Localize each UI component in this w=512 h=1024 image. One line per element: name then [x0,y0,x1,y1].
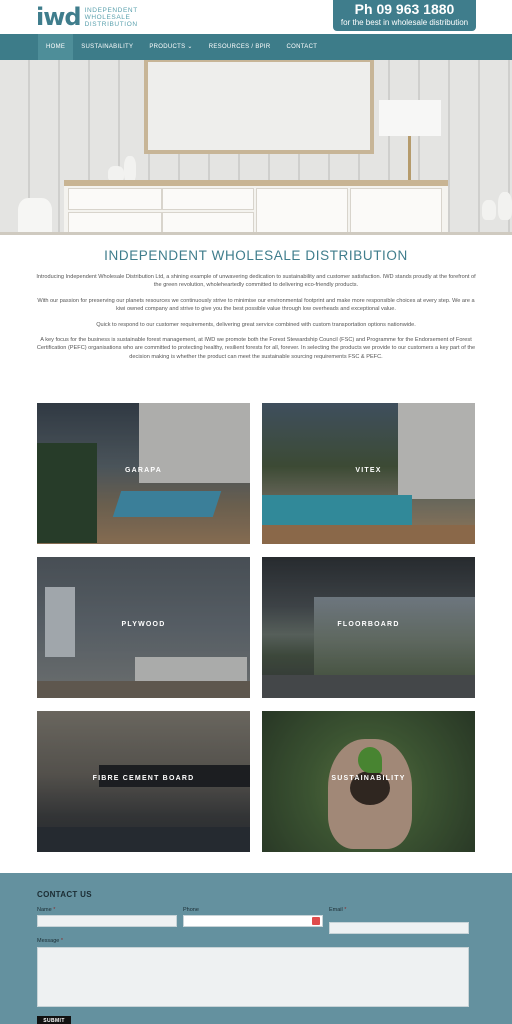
product-tile-garapa[interactable] [37,403,250,544]
intro-paragraph: A key focus for the business is sustainable forest management, at IWD we promote both the Forest Stewardship Council (FSC) and Programme for the Endorsement of Forest Certification (PEFC) organisations who are committed to protecting healthy, resilient forests for all, forever. In selecting the products we provide to our customers a key part of the decision making is whether the product can meet the sustainable sourcing requirements FSC & PEFC. [36,337,476,360]
name-label [37,907,55,913]
phone-number: Ph 09 963 1880 [354,1,455,17]
logo-text: INDEPENDENT WHOLESALE DISTRIBUTION [84,6,138,28]
main-nav [0,34,512,60]
product-tile-label: VITEX [355,467,382,474]
header [0,0,512,34]
name-label-text: Name [37,907,52,913]
hero-drawer [68,212,162,234]
nav-item-products-label: PRODUCTS [149,44,186,50]
hero-lamp-shade [379,100,441,136]
required-mark: * [60,938,63,944]
nav-item-sustainability[interactable]: SUSTAINABILITY [81,44,134,50]
product-tile-label: GARAPA [124,467,162,474]
intro-section [0,248,512,368]
intro-paragraph: With our passion for preserving our planets resources we continuously strive to minimise our environmental footprint and make more responsible choices at every step. We are a kiwi owned company and strive to give you the best possible value through low overheads and exceptional value. [37,297,475,313]
nav-item-resources[interactable]: RESOURCES / BPIR [208,44,271,50]
message-field[interactable] [37,947,469,1007]
nav-item-products[interactable] [141,34,200,60]
email-label [329,907,346,913]
nav-item-contact[interactable]: CONTACT [286,44,318,50]
email-field[interactable] [329,922,469,934]
product-tile-label: PLYWOOD [121,621,166,628]
product-tile-fibre-cement-board[interactable] [37,711,250,852]
phone-tagline: for the best in wholesale distribution [340,18,469,27]
email-label-text: Email [329,907,343,913]
page-title: INDEPENDENT WHOLESALE DISTRIBUTION [104,248,408,263]
chevron-down-icon: ⌄ [187,44,193,50]
product-tile-label: SUSTAINABILITY [331,775,406,782]
name-field[interactable] [37,915,177,927]
product-tile-label: FLOORBOARD [337,621,400,628]
hero-picture-frame [144,60,374,154]
hero-lamp-stem [408,136,411,180]
hero-floor [0,232,512,235]
product-tile-floorboard[interactable] [262,557,475,698]
required-mark: * [344,907,347,913]
hero-jug [18,198,52,235]
nav-item-home[interactable]: HOME [38,34,73,60]
intro-paragraph: Introducing Independent Wholesale Distribution Ltd, a shining example of unwavering dedication to sustainability and customer satisfaction. IWD stands proudly at the forefront of the green revolution, wholeheartedly committed to delivering eco-friendly products. [36,274,476,289]
hero-sideboard [64,180,448,235]
phone-box[interactable] [333,0,476,31]
hero-drawer [68,188,162,210]
autofill-icon[interactable] [312,917,320,925]
intro-paragraph: Quick to respond to our customer requirements, delivering great service combined with custom transportation options nationwide. [96,321,416,328]
phone-field[interactable] [183,915,323,927]
required-mark: * [53,907,56,913]
submit-button[interactable]: SUBMIT [37,1016,71,1024]
product-tile-plywood[interactable] [37,557,250,698]
message-label-text: Message [37,938,60,944]
hero-cabinet-door [350,188,442,234]
hero-vase [124,156,136,182]
phone-label: Phone [183,907,199,913]
logo[interactable] [36,4,138,30]
hero-vase [482,200,496,220]
logo-mark: iwd [36,3,81,31]
hero-image [0,60,512,235]
contact-title: CONTACT US [37,890,92,899]
product-tile-vitex[interactable] [262,403,475,544]
hero-drawer [162,188,254,210]
message-label [37,938,63,944]
product-tile-label: FIBRE CEMENT BOARD [92,775,195,782]
hero-vase [498,192,512,220]
product-tile-sustainability[interactable] [262,711,475,852]
hero-cabinet-door [256,188,348,234]
hero-drawer [162,212,254,234]
